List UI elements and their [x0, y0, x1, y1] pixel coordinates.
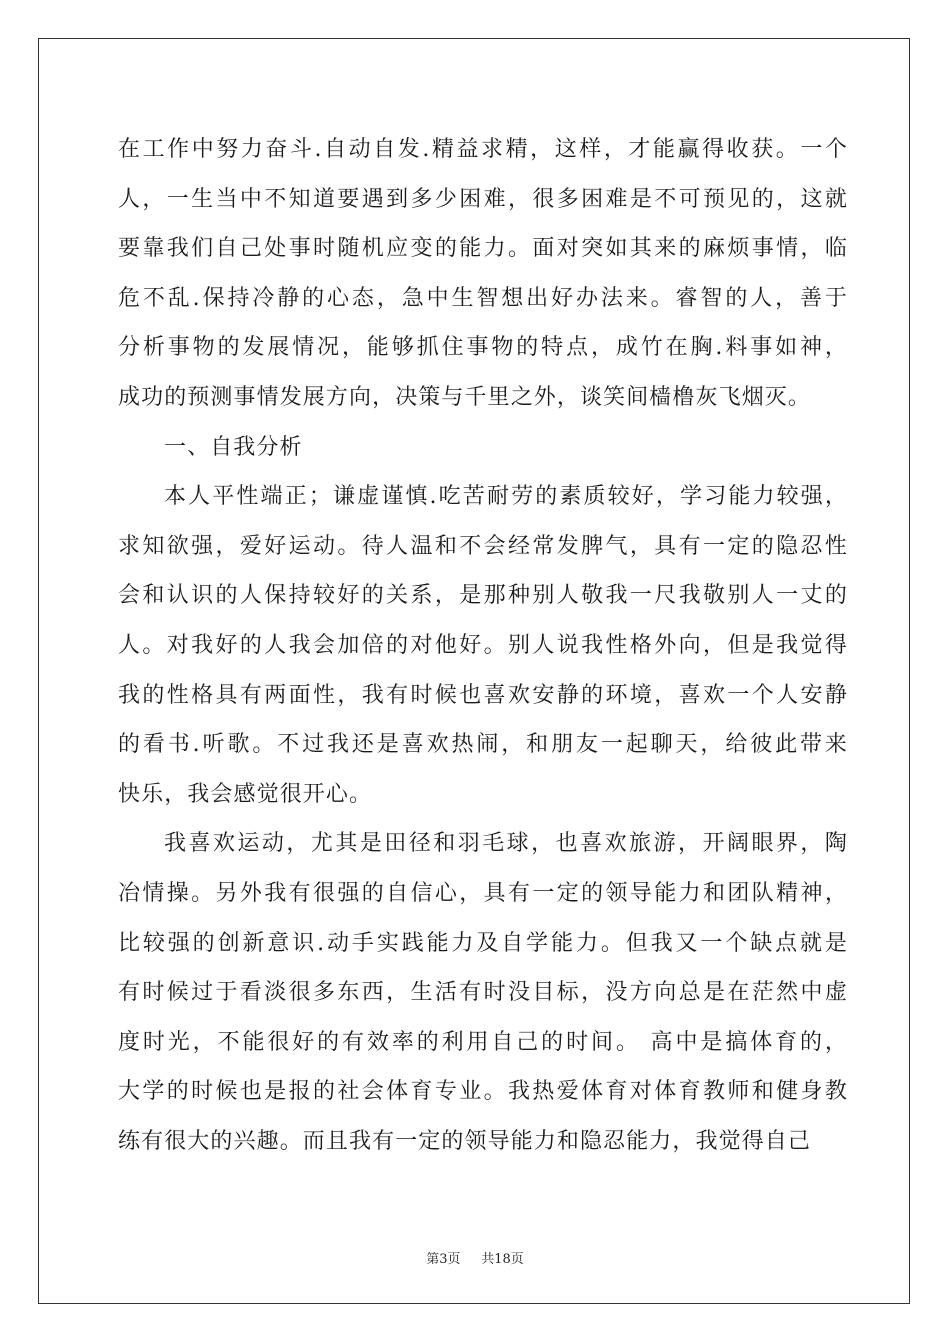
page-footer	[0, 1248, 950, 1267]
paragraph-3-line-6: 大学的时候也是报的社会体育专业。我热爱体育对体育教师和健身教	[118, 1079, 848, 1105]
footer-spacer	[465, 1252, 477, 1267]
paragraph-3-line-7: 练有很大的兴趣。而且我有一定的领导能力和隐忍能力，我觉得自己	[118, 1128, 812, 1154]
paragraph-2-line-5: 我的性格具有两面性，我有时候也喜欢安静的环境，喜欢一个人安静	[118, 682, 848, 708]
paragraph-3-line-4: 有时候过于看淡很多东西，生活有时没目标，没方向总是在茫然中虚	[118, 980, 848, 1006]
paragraph-3-line-3: 比较强的创新意识.动手实践能力及自学能力。但我又一个缺点就是	[118, 930, 848, 956]
paragraph-2-line-1: 本人平性端正；谦虚谨慎.吃苦耐劳的素质较好，学习能力较强，	[164, 484, 848, 510]
paragraph-1-line-5: 分析事物的发展情况，能够抓住事物的特点，成竹在胸.料事如神，	[118, 335, 848, 361]
paragraph-2-line-7: 快乐，我会感觉很开心。	[118, 781, 373, 807]
document-body	[118, 125, 848, 1166]
paragraph-1-line-2: 人，一生当中不知道要遇到多少困难，很多困难是不可预见的，这就	[118, 186, 848, 212]
paragraph-2-line-6: 的看书.听歌。不过我还是喜欢热闹，和朋友一起聊天，给彼此带来	[118, 732, 848, 758]
page-number: 第3页	[426, 1252, 461, 1267]
paragraph-3-line-2: 冶情操。另外我有很强的自信心，具有一定的领导能力和团队精神，	[118, 880, 848, 906]
paragraph-2-line-3: 会和认识的人保持较好的关系，是那种别人敬我一尺我敬别人一丈的	[118, 583, 848, 609]
paragraph-3-line-5: 度时光，不能很好的有效率的利用自己的时间。 高中是搞体育的，	[118, 1029, 848, 1055]
paragraph-1-line-3: 要靠我们自己处事时随机应变的能力。面对突如其来的麻烦事情，临	[118, 236, 848, 262]
paragraph-2-line-2: 求知欲强，爱好运动。待人温和不会经常发脾气，具有一定的隐忍性	[118, 533, 848, 559]
paragraph-1-line-1: 在工作中努力奋斗.自动自发.精益求精，这样，才能赢得收获。一个	[118, 137, 848, 162]
section-heading: 一、自我分析	[164, 434, 303, 460]
paragraph-3-line-1: 我喜欢运动，尤其是田径和羽毛球，也喜欢旅游，开阔眼界，陶	[164, 831, 848, 857]
paragraph-2-line-4: 人。对我好的人我会加倍的对他好。别人说我性格外向，但是我觉得	[118, 632, 848, 658]
paragraph-1-line-4: 危不乱.保持冷静的心态，急中生智想出好办法来。睿智的人，善于	[118, 285, 848, 311]
total-pages: 共18页	[481, 1252, 524, 1267]
paragraph-1-line-6: 成功的预测事情发展方向，决策与千里之外，谈笑间樯橹灰飞烟灭。	[118, 384, 812, 410]
